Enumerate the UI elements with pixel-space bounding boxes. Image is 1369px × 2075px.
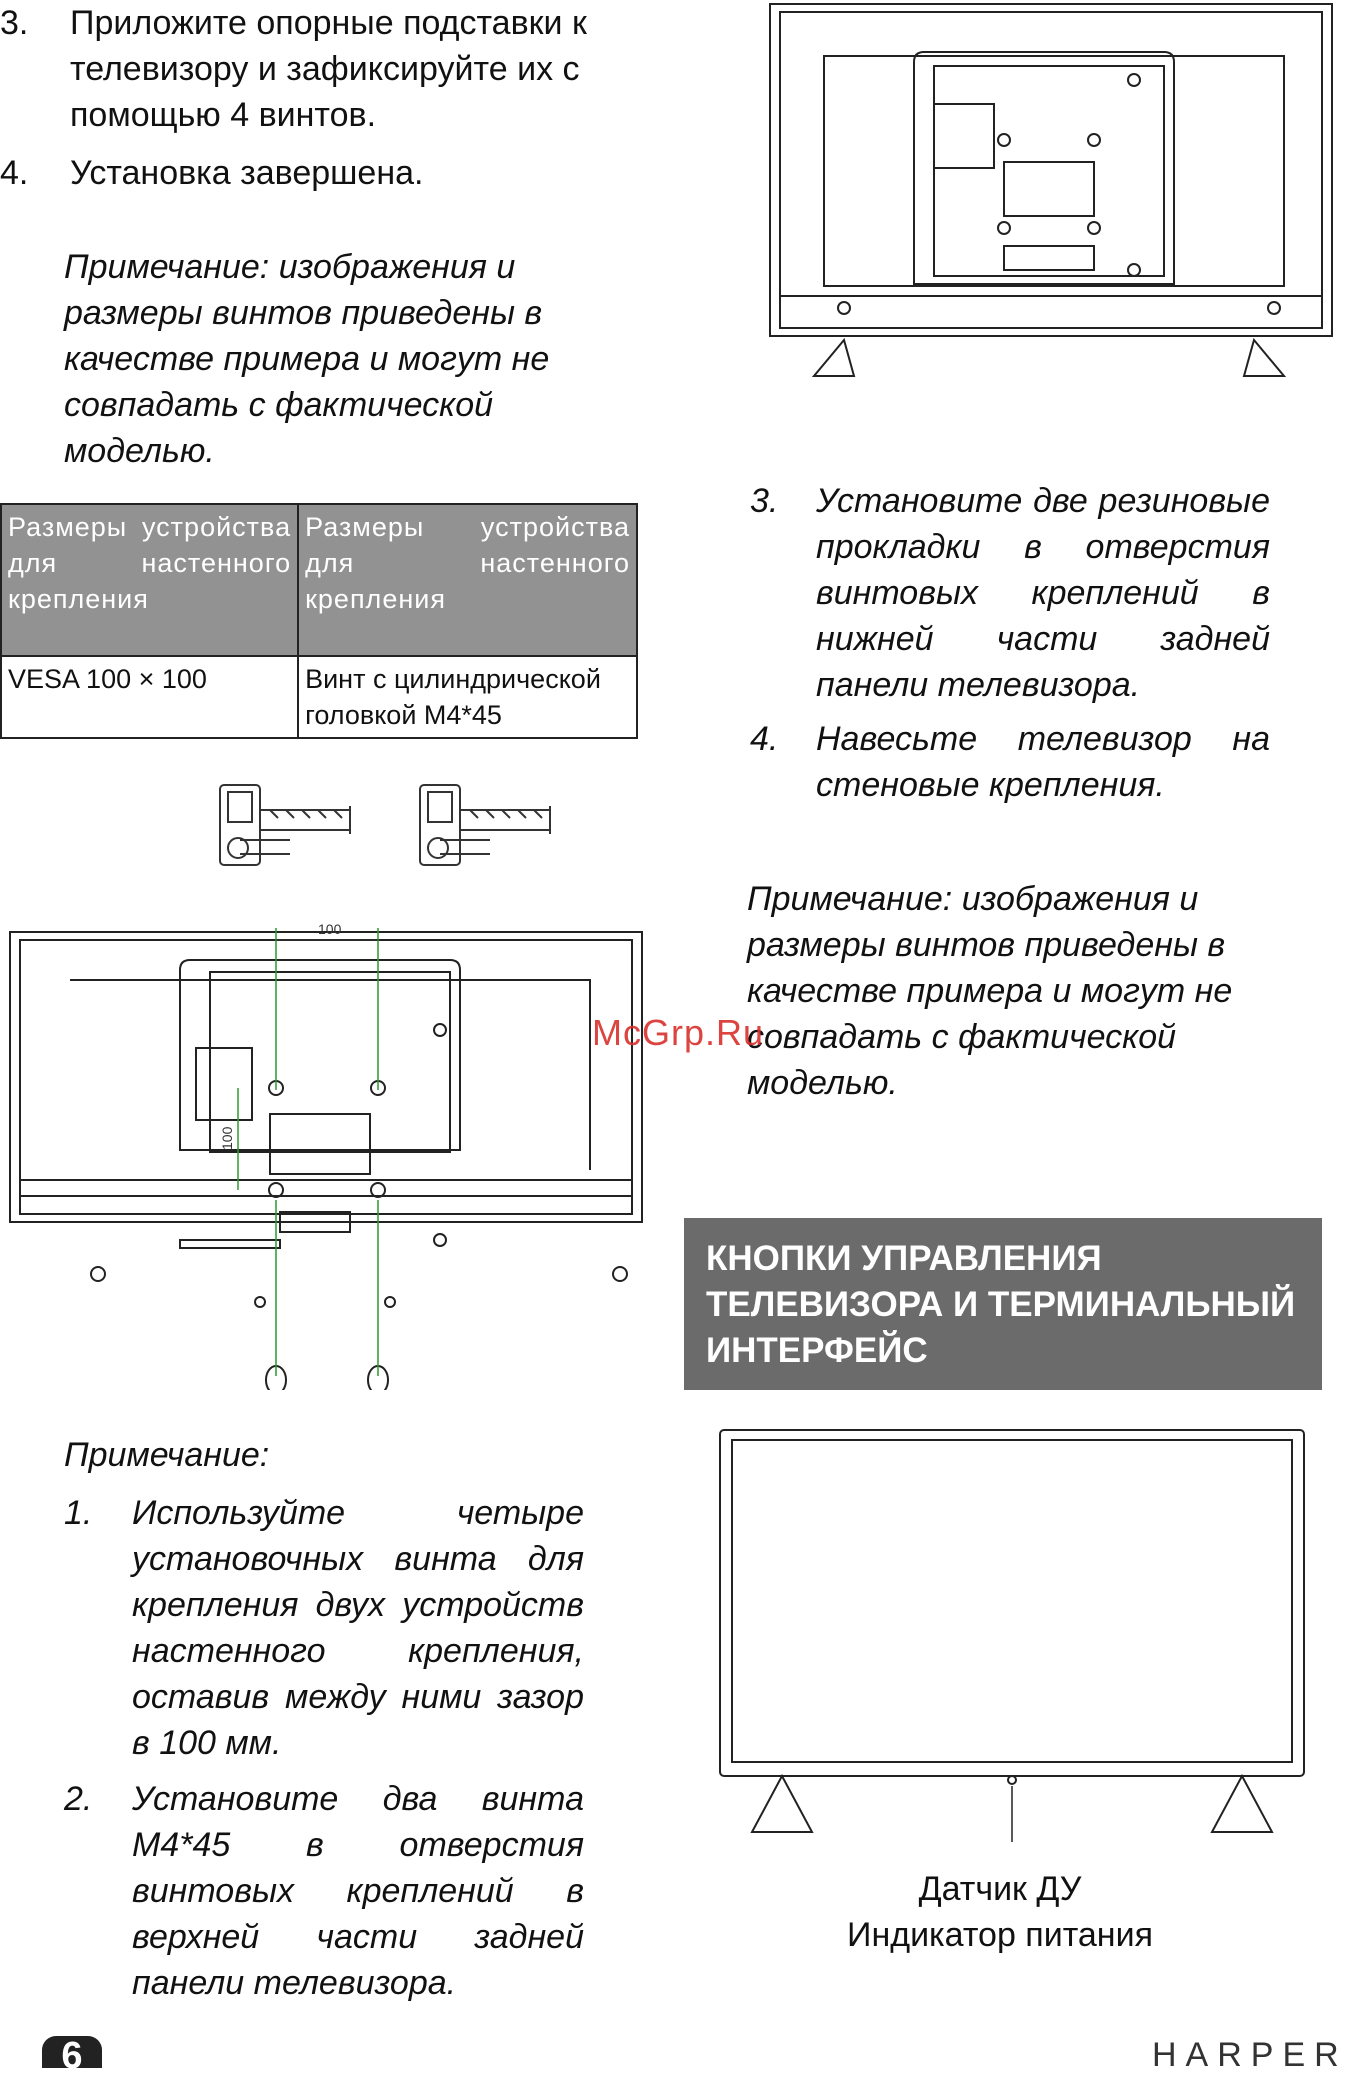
bottom-note xyxy=(64,1432,584,2016)
remote-sensor-label: Датчик ДУ xyxy=(918,1870,1082,1908)
note-item-text: Установите два винта M4*45 в отверстия винтовых креплений в верхней части задней панели телевизора. xyxy=(132,1780,584,2002)
note-item-number: 2. xyxy=(64,1780,93,1818)
tv-back-top-illustration xyxy=(764,0,1339,390)
step-text: Установка завершена. xyxy=(70,154,424,192)
step-number: 4. xyxy=(750,720,779,758)
spec-table xyxy=(0,503,638,739)
sensor-label xyxy=(800,1866,1200,1958)
note-item xyxy=(64,1490,584,1766)
top-step xyxy=(0,150,650,196)
note-2: Примечание: изображения и размеры винтов приведены в качестве примера и могут не совпадать с фактической моделью. xyxy=(747,880,1233,1102)
top-steps xyxy=(0,0,650,208)
dimension-horizontal: 100 xyxy=(318,921,342,937)
tv-back-vesa-diagram xyxy=(0,900,650,1390)
table-header: Размеры устройства для настенного крепления xyxy=(298,504,637,656)
page-number: 6 xyxy=(42,2036,102,2068)
bottom-note-title: Примечание: xyxy=(64,1436,270,1474)
brand-logo: HARPER xyxy=(1152,2036,1348,2074)
table-cell: Винт с цилиндрической головкой M4*45 xyxy=(298,656,637,738)
note-1: Примечание: изображения и размеры винтов приведены в качестве примера и могут не совпадать с фактической моделью. xyxy=(64,248,550,470)
wall-bracket-illustration xyxy=(200,770,580,880)
step-text: Установите две резиновые прокладки в отверстия винтовых креплений в нижней части задней панели телевизора. xyxy=(816,482,1270,704)
note-item-text: Используйте четыре установочных винта для крепления двух устройств настенного крепления, оставив между ними зазор в 100 мм. xyxy=(132,1494,584,1762)
step-text: Приложите опорные подставки к телевизору и зафиксируйте их с помощью 4 винтов. xyxy=(70,4,587,134)
power-indicator-label: Индикатор питания xyxy=(847,1916,1153,1954)
top-step xyxy=(0,0,650,138)
right-steps xyxy=(750,478,1270,816)
step-number: 3. xyxy=(750,482,779,520)
dimension-vertical: 100 xyxy=(219,1126,235,1150)
right-step xyxy=(750,716,1270,808)
watermark: McGrp.Ru xyxy=(592,1012,765,1053)
section-heading: КНОПКИ УПРАВЛЕНИЯ ТЕЛЕВИЗОРА И ТЕРМИНАЛЬНЫЙ ИНТЕРФЕЙС xyxy=(684,1218,1322,1390)
right-step xyxy=(750,478,1270,708)
step-number: 4. xyxy=(0,154,29,192)
table-header: Размеры устройства для настенного крепления xyxy=(1,504,298,656)
note-item-number: 1. xyxy=(64,1494,93,1532)
step-number: 3. xyxy=(0,4,29,42)
step-text: Навесьте телевизор на стеновые крепления. xyxy=(816,720,1270,804)
tv-front-illustration xyxy=(712,1424,1312,1844)
note-item xyxy=(64,1776,584,2006)
table-cell: VESA 100 × 100 xyxy=(1,656,298,738)
